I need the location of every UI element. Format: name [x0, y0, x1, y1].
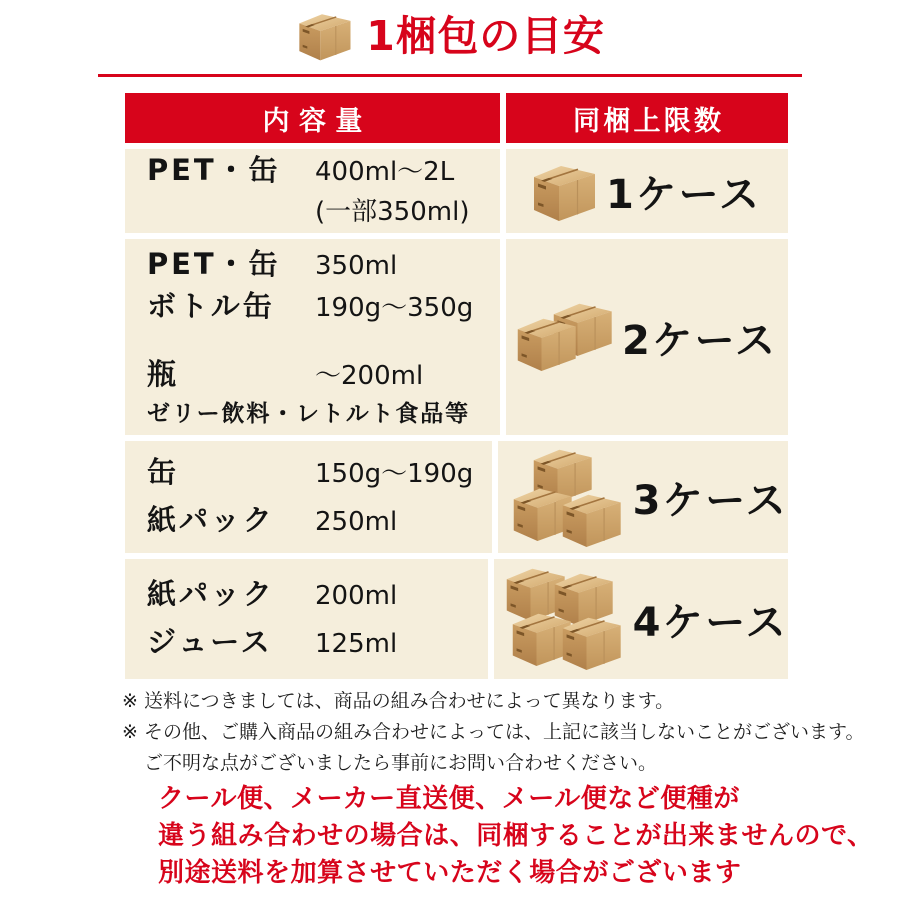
case-count-label: 4ケース — [632, 599, 788, 646]
content-line — [147, 354, 492, 396]
title-row — [0, 6, 900, 66]
content-line — [147, 150, 492, 192]
contents-cell — [125, 559, 488, 679]
volume-value: 150g〜190g — [315, 459, 474, 489]
volume-value: 200ml — [315, 581, 398, 611]
case-count-label: 3ケース — [632, 477, 788, 524]
volume-value: 250ml — [315, 507, 398, 537]
contents-cell — [125, 239, 500, 435]
volume-value: (一部350ml) — [315, 197, 470, 227]
note-text: その他、ご購入商品の組み合わせによっては、上記に該当しないことがございます。 — [144, 721, 865, 743]
container-type-label: 紙パック — [147, 503, 275, 537]
table-body — [125, 149, 788, 679]
container-type-label: 缶 — [147, 455, 179, 489]
note-text: 送料につきましては、商品の組み合わせによって異なります。 — [144, 690, 675, 712]
box-cluster-icon — [528, 160, 598, 222]
volume-value: 190g〜350g — [315, 293, 474, 323]
row-lines — [147, 244, 492, 430]
header-contents-volume: 内容量 — [125, 93, 500, 143]
shipping-warning — [158, 781, 874, 892]
row-lines — [147, 150, 492, 232]
content-line — [147, 192, 492, 232]
note-line — [122, 686, 870, 717]
container-type-label: ジュース — [147, 625, 273, 659]
warning-line: クール便、メーカー直送便、メール便など便種が — [158, 784, 740, 814]
table-row — [125, 441, 788, 553]
row-footnote: ゼリー飲料・レトルト食品等 — [147, 401, 470, 427]
bundle-limit-cell — [506, 149, 788, 233]
table-row — [125, 559, 788, 679]
note-marker — [122, 748, 144, 779]
row-lines — [147, 571, 480, 667]
note-marker: ※ — [122, 690, 138, 712]
container-type-label: PET・缶 — [147, 247, 281, 281]
bundle-limit-cell — [494, 559, 788, 679]
title-underline — [98, 74, 802, 77]
row-lines — [147, 449, 484, 545]
contents-cell — [125, 441, 492, 553]
container-type-label: ボトル缶 — [147, 289, 275, 323]
warning-line: 違う組み合わせの場合は、同梱することが出来ませんので、 — [158, 821, 874, 851]
content-line — [147, 449, 484, 497]
content-line — [147, 328, 492, 354]
volume-value: 125ml — [315, 629, 398, 659]
header-bundle-limit: 同梱上限数 — [506, 93, 788, 143]
box-cluster-icon — [501, 564, 625, 674]
box-cluster-icon — [513, 299, 614, 375]
notes-section — [122, 686, 870, 779]
contents-cell — [125, 149, 500, 233]
content-line — [147, 619, 480, 667]
table-row — [125, 149, 788, 233]
content-line — [147, 571, 480, 619]
packing-table — [125, 93, 788, 685]
container-type-label: 紙パック — [147, 577, 275, 611]
volume-value: 〜200ml — [315, 361, 424, 391]
note-line — [122, 717, 870, 748]
volume-value: 350ml — [315, 251, 398, 281]
content-line — [147, 497, 484, 545]
page-title: 1梱包の目安 — [366, 12, 605, 60]
content-line — [147, 286, 492, 328]
warning-line: 別途送料を加算させていただく場合がございます — [158, 858, 742, 888]
container-type-label: PET・缶 — [147, 153, 281, 187]
note-line — [122, 748, 870, 779]
table-header-row — [125, 93, 788, 143]
note-marker: ※ — [122, 721, 138, 743]
volume-value: 400ml〜2L — [315, 157, 455, 187]
content-line — [147, 244, 492, 286]
container-type-label: 瓶 — [147, 357, 179, 391]
cardboard-box-icon — [295, 10, 354, 62]
note-text: ご不明な点がございましたら事前にお問い合わせください。 — [144, 752, 658, 774]
case-count-label: 2ケース — [622, 317, 778, 364]
case-count-label: 1ケース — [606, 171, 762, 218]
bundle-limit-cell — [498, 441, 788, 553]
bundle-limit-cell — [506, 239, 788, 435]
box-cluster-icon — [509, 445, 625, 549]
table-row — [125, 239, 788, 435]
